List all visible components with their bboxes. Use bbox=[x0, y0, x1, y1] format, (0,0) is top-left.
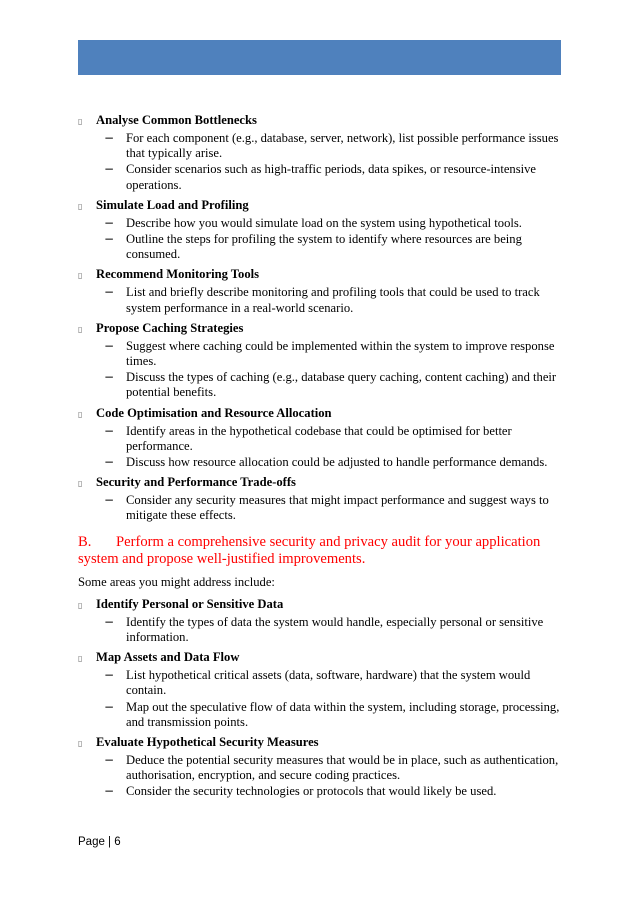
section-heading bbox=[78, 267, 563, 283]
section bbox=[78, 650, 563, 730]
list-item bbox=[104, 216, 563, 231]
dash-bullet-icon: − bbox=[104, 131, 115, 145]
list-item-text: Suggest where caching could be implemented within the system to improve response times. bbox=[126, 338, 555, 369]
section-heading bbox=[78, 475, 563, 491]
missing-glyph-icon: ▯ bbox=[78, 600, 83, 610]
section-heading bbox=[78, 650, 563, 666]
list-item bbox=[104, 232, 563, 262]
task-b-intro: Some areas you might address include: bbox=[78, 574, 275, 589]
dash-bullet-icon: − bbox=[104, 423, 115, 438]
list-item bbox=[104, 455, 563, 470]
section bbox=[78, 198, 563, 263]
list-item bbox=[104, 493, 563, 523]
sub-list bbox=[78, 131, 563, 193]
list-item bbox=[104, 370, 563, 400]
section bbox=[78, 267, 563, 315]
section bbox=[78, 321, 563, 401]
task-b-letter: B. bbox=[78, 533, 92, 550]
section-heading bbox=[78, 406, 563, 422]
dash-bullet-icon: − bbox=[104, 455, 115, 470]
sub-list bbox=[78, 668, 563, 730]
missing-glyph-icon: ▯ bbox=[78, 739, 83, 749]
section bbox=[78, 406, 563, 471]
section bbox=[78, 597, 563, 645]
section-title: Simulate Load and Profiling bbox=[96, 197, 249, 212]
section-title: Map Assets and Data Flow bbox=[96, 650, 240, 665]
list-item-text: Deduce the potential security measures that would be in place, such as authentication, authorisation, encryption, and secure coding practices. bbox=[126, 753, 559, 783]
list-item-text: Discuss how resource allocation could be adjusted to handle performance demands. bbox=[126, 455, 548, 470]
section-heading bbox=[78, 597, 563, 613]
task-b-heading bbox=[78, 534, 563, 569]
list-item-text: Consider any security measures that might impact performance and suggest ways to mitigate these effects. bbox=[126, 493, 549, 523]
header-band bbox=[78, 40, 561, 75]
list-item-text: Identify areas in the hypothetical codebase that could be optimised for better performance. bbox=[126, 423, 512, 453]
section-title: Propose Caching Strategies bbox=[96, 320, 244, 335]
list-item-text: Discuss the types of caching (e.g., database query caching, content caching) and their potential benefits. bbox=[126, 370, 557, 400]
sub-list bbox=[78, 285, 563, 315]
list-item-text: Outline the steps for profiling the system to identify where resources are being consumed. bbox=[126, 232, 522, 262]
dash-bullet-icon: − bbox=[104, 215, 115, 230]
missing-glyph-icon: ▯ bbox=[78, 201, 83, 211]
list-item bbox=[104, 753, 563, 783]
section-title: Code Optimisation and Resource Allocation bbox=[96, 405, 332, 420]
dash-bullet-icon: − bbox=[104, 370, 115, 385]
sub-list bbox=[78, 753, 563, 800]
section-title: Identify Personal or Sensitive Data bbox=[96, 596, 284, 611]
section bbox=[78, 113, 563, 193]
section-title: Security and Performance Trade-offs bbox=[96, 475, 296, 490]
sections-b bbox=[78, 597, 563, 800]
dash-bullet-icon: − bbox=[104, 162, 115, 177]
dash-bullet-icon: − bbox=[104, 668, 115, 683]
list-item bbox=[104, 339, 563, 369]
sub-list bbox=[78, 339, 563, 401]
list-item-text: Map out the speculative flow of data within the system, including storage, processing, and transmission points. bbox=[126, 699, 560, 729]
section-title: Evaluate Hypothetical Security Measures bbox=[96, 735, 319, 750]
sub-list bbox=[78, 216, 563, 263]
section-title: Analyse Common Bottlenecks bbox=[96, 113, 257, 127]
sub-list bbox=[78, 493, 563, 523]
sub-list bbox=[78, 615, 563, 645]
section bbox=[78, 735, 563, 800]
list-item-text: Consider the security technologies or protocols that would likely be used. bbox=[126, 784, 497, 799]
section-heading bbox=[78, 735, 563, 751]
list-item bbox=[104, 424, 563, 454]
missing-glyph-icon: ▯ bbox=[78, 117, 83, 126]
missing-glyph-icon: ▯ bbox=[78, 479, 83, 489]
list-item-text: Identify the types of data the system would handle, especially personal or sensitive information. bbox=[126, 614, 544, 645]
list-item-text: Describe how you would simulate load on the system using hypothetical tools. bbox=[126, 215, 522, 230]
section-heading bbox=[78, 321, 563, 337]
dash-bullet-icon: − bbox=[104, 699, 115, 714]
sections-a bbox=[78, 113, 563, 524]
list-item bbox=[104, 131, 563, 161]
page-number: Page | 6 bbox=[78, 836, 121, 848]
list-item bbox=[104, 162, 563, 192]
dash-bullet-icon: − bbox=[104, 784, 115, 799]
list-item bbox=[104, 615, 563, 645]
dash-bullet-icon: − bbox=[104, 614, 115, 629]
page-content bbox=[78, 113, 563, 805]
list-item-text: List hypothetical critical assets (data, software, hardware) that the system would contain. bbox=[126, 668, 531, 698]
section-title: Recommend Monitoring Tools bbox=[96, 267, 260, 282]
dash-bullet-icon: − bbox=[104, 493, 115, 508]
dash-bullet-icon: − bbox=[104, 338, 115, 353]
missing-glyph-icon: ▯ bbox=[78, 409, 83, 419]
list-item-text: For each component (e.g., database, server, network), list possible performance issues that typically arise. bbox=[126, 131, 559, 161]
missing-glyph-icon: ▯ bbox=[78, 271, 83, 281]
section-heading bbox=[78, 113, 563, 129]
list-item-text: Consider scenarios such as high-traffic periods, data spikes, or resource-intensive operations. bbox=[126, 162, 536, 192]
list-item bbox=[104, 668, 563, 698]
dash-bullet-icon: − bbox=[104, 285, 115, 300]
dash-bullet-icon: − bbox=[104, 232, 115, 247]
section-heading bbox=[78, 198, 563, 214]
section bbox=[78, 475, 563, 523]
list-item-text: List and briefly describe monitoring and profiling tools that could be used to track system performance in a real-world scenario. bbox=[126, 285, 540, 315]
list-item bbox=[104, 784, 563, 799]
task-b-text: Perform a comprehensive security and privacy audit for your application system and propose well-justified improvements. bbox=[78, 533, 541, 568]
missing-glyph-icon: ▯ bbox=[78, 324, 83, 334]
sub-list bbox=[78, 424, 563, 471]
missing-glyph-icon: ▯ bbox=[78, 654, 83, 664]
dash-bullet-icon: − bbox=[104, 753, 115, 768]
list-item bbox=[104, 285, 563, 315]
list-item bbox=[104, 700, 563, 730]
